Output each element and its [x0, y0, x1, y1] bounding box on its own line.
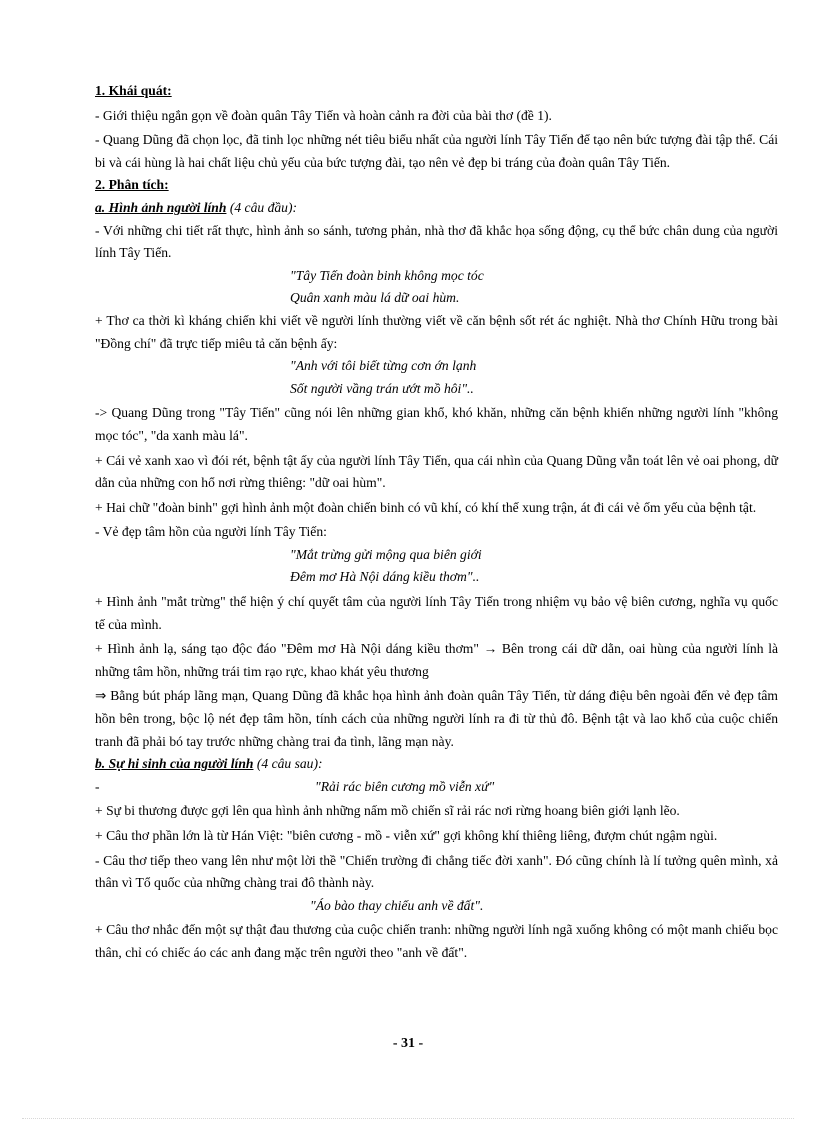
paragraph: - Giới thiệu ngắn gọn về đoàn quân Tây Tiến và hoàn cảnh ra đời của bài thơ (đề 1). [95, 107, 552, 123]
subsection-a-title: a. Hình ảnh người lính [95, 199, 227, 215]
paragraph: + Câu thơ nhắc đến một sự thật đau thương của cuộc chiến tranh: những người lính ngã xuống không có một manh chiếu bọc thân, chỉ có chiếc áo các anh đang mặc trên người theo "anh về đất". [95, 922, 778, 960]
subsection-b-note: (4 câu sau): [253, 756, 323, 772]
list-dash: - [95, 778, 100, 794]
section-2-heading: 2. Phân tích: [95, 177, 169, 193]
paragraph: + Sự bi thương được gợi lên qua hình ảnh những nấm mồ chiến sĩ rải rác nơi rừng hoang biên giới lạnh lẽo. [95, 803, 680, 819]
paragraph: - Câu thơ tiếp theo vang lên như một lời thề "Chiến trường đi chẳng tiếc đời xanh". Đó cũng chính là lí tưởng quên mình, xả thân vì Tổ quốc của những chàng trai đô thành này. [95, 852, 778, 891]
document-body [95, 80, 778, 965]
poem-line: "Rải rác biên cương mồ viễn xứ" [315, 778, 495, 794]
paragraph: + Hình ảnh lạ, sáng tạo độc đáo "Đêm mơ Hà Nội dáng kiều thơm" → Bên trong cái dữ dằn, oai hùng của người lính là những tâm hồn, những trái tim rạo rực, khao khát yêu thương [95, 641, 778, 679]
paragraph: + Cái vẻ xanh xao vì đói rét, bệnh tật ấy của người lính Tây Tiến, qua cái nhìn của Quang Dũng vẫn toát lên vẻ oai phong, dữ dằn của những con hổ nơi rừng thiêng: "dữ oai hùm". [95, 452, 778, 491]
poem-line: "Áo bào thay chiếu anh về đất". [310, 897, 484, 913]
poem-line: "Mắt trừng gửi mộng qua biên giới [290, 546, 482, 562]
paragraph: - Quang Dũng đã chọn lọc, đã tinh lọc những nét tiêu biểu nhất của người lính Tây Tiến để tạo nên bức tượng đài tập thể. Cái bi và cái hùng là hai chất liệu chủ yếu của bức tượng đài, tạo nên vẻ đẹp bi tráng của đoàn quân Tây Tiến. [95, 132, 778, 170]
subsection-b-title: b. Sự hi sinh của người lính [95, 756, 254, 772]
paragraph: - Vẻ đẹp tâm hồn của người lính Tây Tiến: [95, 524, 327, 540]
poem-line: "Tây Tiến đoàn binh không mọc tóc [290, 267, 484, 283]
paragraph: ⇒ Bằng bút pháp lãng mạn, Quang Dũng đã khắc họa hình ảnh đoàn quân Tây Tiến, từ dáng điệu bên ngoài đến vẻ đẹp tâm hồn bên trong, bộc lộ nét đẹp tâm hồn, tính cách của những người lính ra đi từ thủ đô. Bệnh tật và lao khổ của cuộc chiến tranh đã phải bó tay trước những chàng trai đa tình, lãng mạn này. [95, 688, 778, 749]
poem-line: Quân xanh màu lá dữ oai hùm. [290, 290, 460, 306]
paragraph: - Với những chi tiết rất thực, hình ảnh so sánh, tương phản, nhà thơ đã khắc họa sống động, cụ thể bức chân dung của người lính Tây Tiến. [95, 222, 778, 261]
poem-line-with-dash [95, 776, 778, 799]
paragraph: + Câu thơ phần lớn là từ Hán Việt: "biên cương - mồ - viễn xứ" gợi không khí thiêng liêng, đượm chút ngậm ngùi. [95, 828, 718, 843]
paragraph: + Hai chữ "đoàn binh" gợi hình ảnh một đoàn chiến binh có vũ khí, có khí thế xung trận, át đi cái vẻ ốm yếu của bệnh tật. [95, 499, 757, 515]
poem-line: "Anh với tôi biết từng cơn ớn lạnh [290, 358, 477, 374]
poem-line: Đêm mơ Hà Nội dáng kiều thơm".. [290, 569, 480, 585]
subsection-a-note: (4 câu đầu): [226, 199, 298, 215]
section-1-heading: 1. Khái quát: [95, 83, 172, 98]
subsection-b-heading [95, 753, 778, 776]
paragraph: + Hình ảnh "mắt trừng" thể hiện ý chí quyết tâm của người lính Tây Tiến trong nhiệm vụ bảo vệ biên cương, nghĩa vụ quốc tế của mình. [95, 594, 778, 632]
paragraph: + Thơ ca thời kì kháng chiến khi viết về người lính thường viết về căn bệnh sốt rét ác nghiệt. Nhà thơ Chính Hữu trong bài "Đồng chí" đã trực tiếp miêu tả căn bệnh ấy: [95, 312, 778, 351]
subsection-a-heading [95, 197, 778, 220]
page-bottom-border [22, 1118, 794, 1119]
page-number: - 31 - [392, 1036, 424, 1051]
paragraph: -> Quang Dũng trong "Tây Tiến" cũng nói lên những gian khổ, khó khăn, những căn bệnh khiến những người lính "không mọc tóc", "da xanh màu lá". [95, 405, 778, 443]
poem-line: Sốt người vầng trán ướt mồ hôi".. [290, 380, 474, 396]
